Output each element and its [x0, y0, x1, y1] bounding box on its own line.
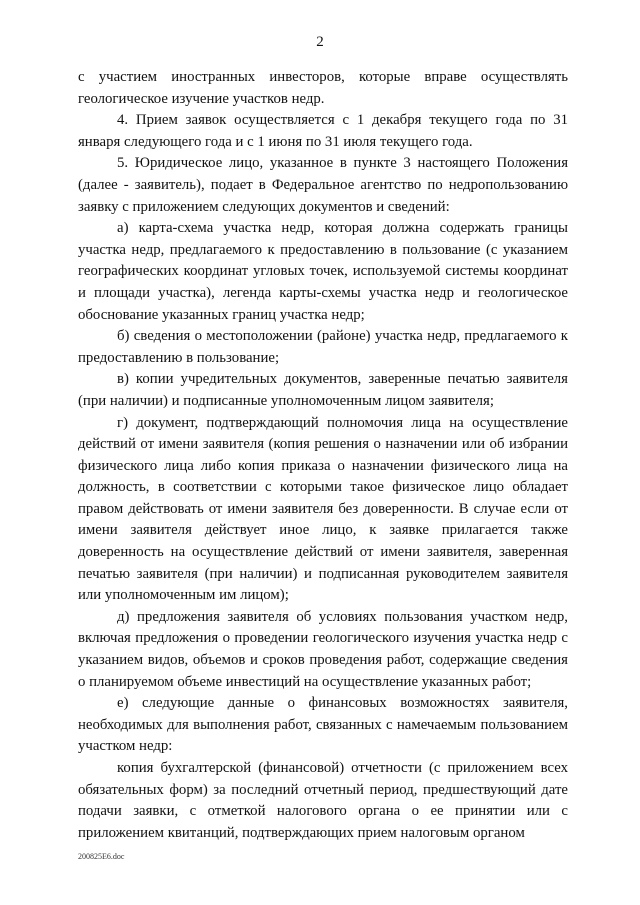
paragraph-subitem-a: а) карта-схема участка недр, которая должна содержать границы участка недр, предлагаемого к предоставлению в пользование (с указанием географических координат угловых точек, используемой системы координат и площади участка), легенда карты-схемы участка недр и геологическое обоснование указанных границ участка недр; — [78, 220, 568, 323]
page-number: 2 — [316, 34, 324, 50]
paragraph-subitem-d: д) предложения заявителя об условиях пользования участком недр, включая предложения о проведении геологического изучения участка недр с указанием видов, объемов и сроков проведения работ, содержащие сведения о планируемом объеме инвестиций на осуществление указанных работ; — [78, 608, 568, 690]
paragraph-subitem-g: г) документ, подтверждающий полномочия лица на осуществление действий от имени заявителя (копия решения о назначении или об избрании физического лица либо копия приказа о назначении физического лица на должность, в соответствии с которыми такое физическое лицо обладает правом действовать от имени заявителя без доверенности. В случае если от имени заявителя действует иное лицо, к заявке прилагается также доверенность на осуществление действий от имени заявителя, заверенная печатью заявителя (при наличии) и подписанная руководителем заявителя или уполномоченным им лицом); — [78, 414, 568, 604]
paragraph-subitem-e: е) следующие данные о финансовых возможностях заявителя, необходимых для выполнения работ, связанных с намечаемым пользованием участком недр: — [78, 695, 568, 755]
paragraph-continuation: с участием иностранных инвесторов, которые вправе осуществлять геологическое изучение участков недр. — [78, 69, 568, 107]
document-code: 200825E6.doc — [78, 852, 125, 861]
paragraph-item-5: 5. Юридическое лицо, указанное в пункте 3 настоящего Положения (далее - заявитель), подает в Федеральное агентство по недропользованию заявку с приложением следующих документов и сведений: — [78, 155, 568, 215]
paragraph-subitem-v: в) копии учредительных документов, заверенные печатью заявителя (при наличии) и подписанные уполномоченным лицом заявителя; — [78, 371, 568, 409]
paragraph-accounting-copy: копия бухгалтерской (финансовой) отчетности (с приложением всех обязательных форм) за последний отчетный период, предшествующий дате подачи заявки, с отметкой налогового органа о ее принятии или с приложением квитанций, подтверждающих прием налоговым органом — [78, 760, 568, 841]
paragraph-subitem-b: б) сведения о местоположении (районе) участка недр, предлагаемого к предоставлению в пользование; — [78, 328, 568, 366]
paragraph-item-4: 4. Прием заявок осуществляется с 1 декабря текущего года по 31 января следующего года и с 1 июня по 31 июля текущего года. — [78, 112, 568, 150]
document-body — [78, 67, 568, 844]
